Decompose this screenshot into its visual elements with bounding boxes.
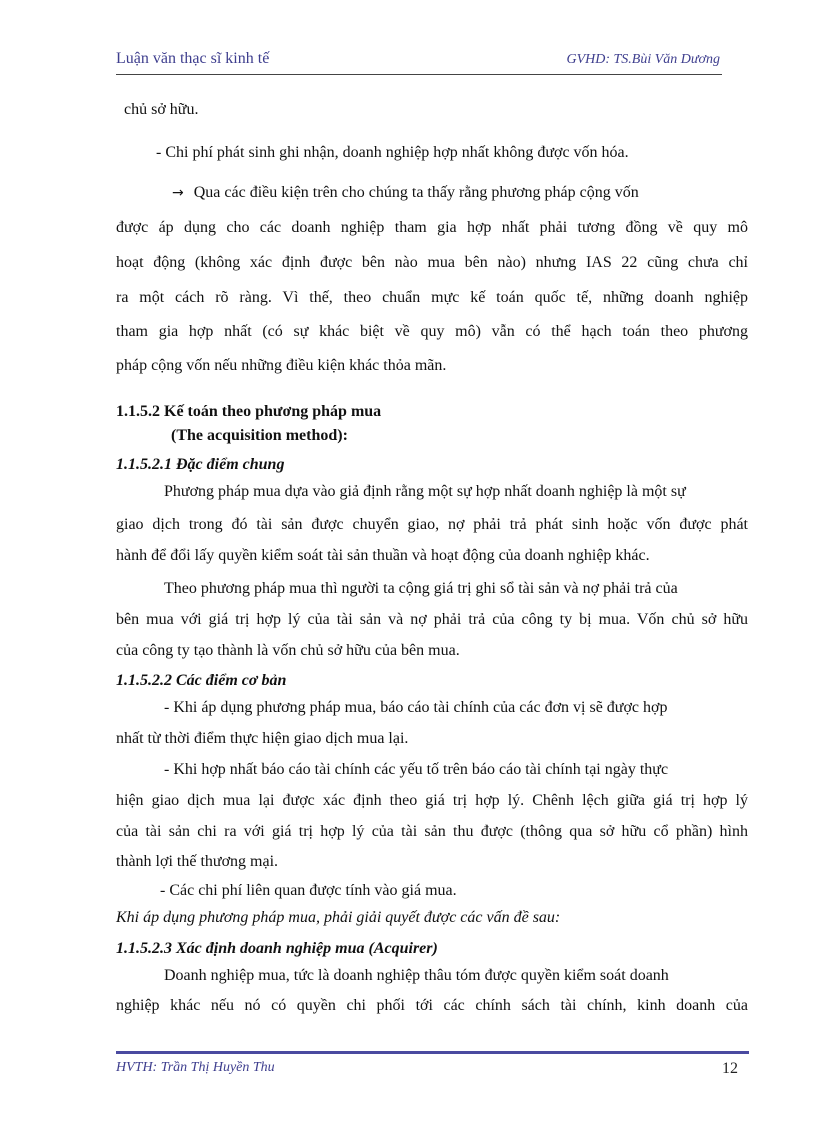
body-line: nhất từ thời điểm thực hiện giao dịch mua lại. [116,730,409,747]
body-line: - Các chi phí liên quan được tính vào giá mua. [160,882,457,899]
header-title: Luận văn thạc sĩ kinh tế [116,50,270,67]
subsection-heading: 1.1.5.2.3 Xác định doanh nghiệp mua (Acquirer) [116,940,438,957]
right-arrow-icon: → [172,185,184,201]
body-line: của tài sản chi ra với giá trị hợp lý của tài sản thu được (thông qua sở hữu cổ phần) hình [116,823,748,840]
page-number: 12 [722,1060,738,1077]
section-heading: 1.1.5.2 Kế toán theo phương pháp mua [116,403,382,420]
body-line: được áp dụng cho các doanh nghiệp tham gia hợp nhất phải tương đồng về quy mô [116,219,748,236]
body-line-arrow [172,184,748,202]
body-line: hoạt động (không xác định được bên nào mua bên nào) nhưng IAS 22 cũng chưa chỉ [116,254,748,271]
body-line: - Chi phí phát sinh ghi nhận, doanh nghiệp hợp nhất không được vốn hóa. [156,144,629,161]
body-line: - Khi hợp nhất báo cáo tài chính các yếu tố trên báo cáo tài chính tại ngày thực [164,761,669,778]
body-line: pháp cộng vốn nếu những điều kiện khác thỏa mãn. [116,357,447,374]
body-line: thành lợi thế thương mại. [116,853,279,870]
footer-author: HVTH: Trần Thị Huyền Thu [116,1060,275,1075]
footer-divider [116,1051,749,1054]
body-line: hiện giao dịch mua lại được xác định theo giá trị hợp lý. Chênh lệch giữa giá trị hợp lý [116,792,748,809]
body-line: - Khi áp dụng phương pháp mua, báo cáo tài chính của các đơn vị sẽ được hợp [164,699,668,716]
body-line-italic: Khi áp dụng phương pháp mua, phải giải quyết được các vấn đề sau: [116,909,561,926]
body-line: Doanh nghiệp mua, tức là doanh nghiệp thâu tóm được quyền kiểm soát doanh [164,967,669,984]
body-line: hành để đổi lấy quyền kiểm soát tài sản thuần và hoạt động của doanh nghiệp khác. [116,547,650,564]
header-divider [116,74,722,75]
body-line: của công ty tạo thành là vốn chủ sở hữu của bên mua. [116,642,460,659]
subsection-heading: 1.1.5.2.2 Các điểm cơ bản [116,672,287,689]
body-line: ra một cách rõ ràng. Vì thế, theo chuẩn mực kế toán quốc tế, những doanh nghiệp [116,289,748,306]
body-line: Theo phương pháp mua thì người ta cộng giá trị ghi sổ tài sản và nợ phải trả của [164,580,678,597]
section-heading-subtitle: (The acquisition method): [171,427,348,444]
subsection-heading: 1.1.5.2.1 Đặc điểm chung [116,456,285,473]
body-line: tham gia hợp nhất (có sự khác biệt về quy mô) vẫn có thể hạch toán theo phương [116,323,748,340]
body-line: giao dịch trong đó tài sản được chuyển giao, nợ phải trả phát sinh hoặc vốn được phát [116,516,748,533]
body-line: bên mua với giá trị hợp lý của tài sản và nợ phải trả của công ty bị mua. Vốn chủ sở hữu [116,611,748,628]
body-line: chủ sở hữu. [124,101,199,118]
body-line: Phương pháp mua dựa vào giả định rằng một sự hợp nhất doanh nghiệp là một sự [164,483,686,500]
body-line: nghiệp khác nếu nó có quyền chi phối tới các chính sách tài chính, kinh doanh của [116,997,748,1014]
body-line-text: Qua các điều kiện trên cho chúng ta thấy rằng phương pháp cộng vốn [193,184,639,201]
header-advisor: GVHD: TS.Bùi Văn Dương [566,52,720,67]
